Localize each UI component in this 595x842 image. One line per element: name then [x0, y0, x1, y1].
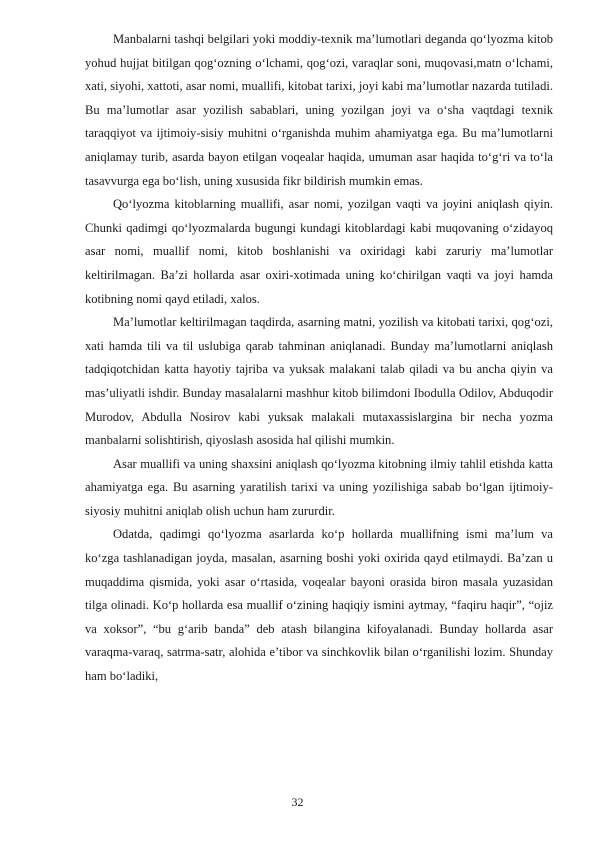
paragraph-2: Qo‘lyozma kitoblarning muallifi, asar nomi, yozilgan vaqti va joyini aniqlash qiyin. Chunki qadimgi qo‘lyozmalarda bugungi kundagi kitoblardagi kabi muqovaning o‘zidayoq asar nomi, muallif nomi, kitob boshlanishi va oxiridagi kabi zaruriy ma’lumotlar keltirilmagan. Ba’zi hollarda asar oxiri-xotimada uning ko‘chirilgan vaqti va joyi hamda kotibning nomi qayd etiladi, xalos. [85, 197, 553, 306]
paragraph-5: Odatda, qadimgi qo‘lyozma asarlarda ko‘p hollarda muallifning ismi ma’lum va ko‘zga tashlanadigan joyda, masalan, asarning boshi yoki oxirida qayd etilmaydi. Ba’zan u muqaddima qismida, yoki asar o‘rtasida, voqealar bayoni orasida biron masala yuzasidan tilga olinadi. Ko‘p hollarda esa muallif o‘zining haqiqiy ismini aytmay, “faqiru haqir”, “ojiz va xoksor”, “bu g‘arib banda” deb atash bilangina kifoyalanadi. Bunday hollarda asar varaqma-varaq, satrma-satr, alohida e’tibor va sinchkovlik bilan o‘rganilishi lozim. Shunday ham bo‘ladiki, [85, 527, 553, 684]
paragraph-1: Manbalarni tashqi belgilari yoki moddiy-texnik ma’lumotlari deganda qo‘lyozma kitob yohud hujjat bitilgan qog‘ozning o‘lchami, qog‘ozi, varaqlar soni, muqovasi,matn o‘lchami, xati, siyohi, xattoti, asar nomi, muallifi, kitobat tarixi, joyi kabi ma’lumotlar nazarda tutiladi. Bu ma’lumotlar asar yozilish sabablari, uning yozilgan joyi va o‘sha vaqtdagi texnik taraqqiyot va ijtimoiy-sisiy muhitni o‘rganishda muhim ahamiyatga ega. Bu ma’lumotlarni aniqlamay turib, asarda bayon etilgan voqealar haqida, umuman asar haqida to‘g‘ri va to‘la tasavvurga ega bo‘lish, uning xususida fikr bildirish mumkin emas. [85, 32, 553, 188]
body-text [85, 28, 553, 689]
paragraph-4: Asar muallifi va uning shaxsini aniqlash qo‘lyozma kitobning ilmiy tahlil etishda katta ahamiyatga ega. Bu asarning yaratilish tarixi va uning yozilishiga sabab bo‘lgan ijtimoiy-siyosiy muhitni aniqlab olish uchun ham zururdir. [85, 456, 553, 518]
paragraph-3: Ma’lumotlar keltirilmagan taqdirda, asarning matni, yozilish va kitobati tarixi, qog‘ozi, xati hamda tili va til uslubiga qarab tahminan aniqlanadi. Bunday ma’lumotlarni aniqlash tadqiqotchidan katta hayotiy tajriba va yuksak malakani talab qiladi va bu ancha qiyin va mas’uliyatli ishdir. Bunday masalalarni mashhur kitob bilimdoni Ibodulla Odilov, Abduqodir Murodov, Abdulla Nosirov kabi yuksak malakali mutaxassislargina bir necha yozma manbalarni solishtirish, qiyoslash asosida hal qilishi mumkin. [85, 315, 553, 448]
page-number: 32 [291, 795, 304, 809]
